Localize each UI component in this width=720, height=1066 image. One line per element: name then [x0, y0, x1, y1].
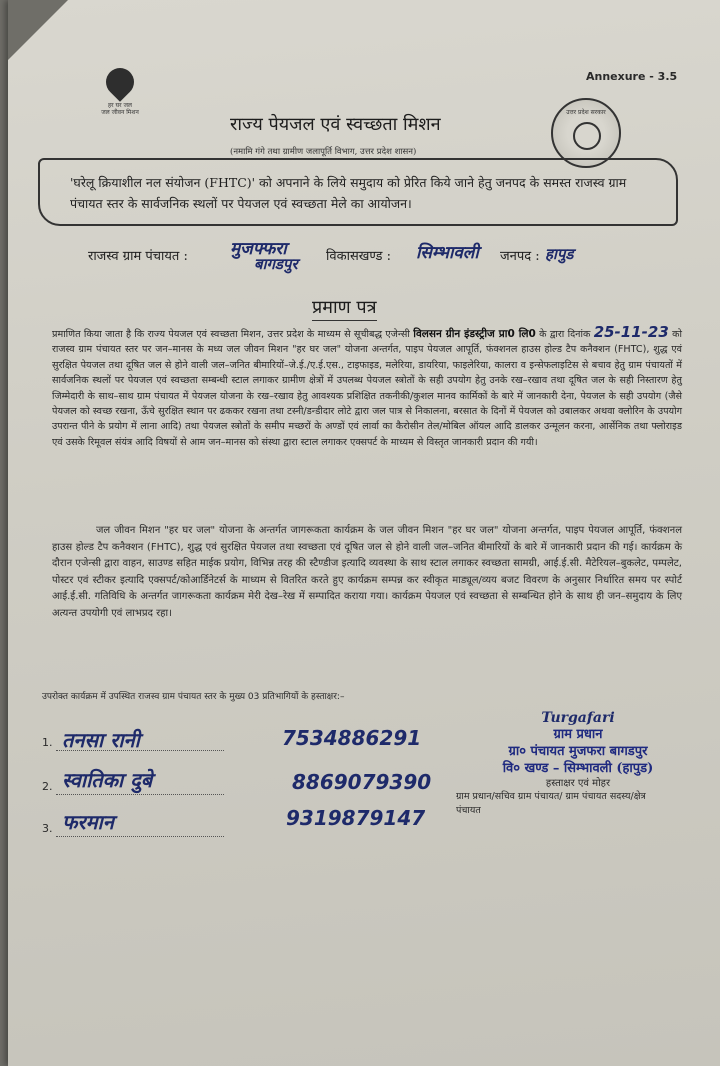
- signature-line: [56, 836, 224, 837]
- district-value: हापुड: [545, 245, 574, 263]
- panchayat-label: राजस्व ग्राम पंचायत :: [88, 249, 188, 264]
- block-value: सिम्भावली: [416, 243, 479, 263]
- signature-line: [56, 794, 224, 795]
- participant-row: [42, 806, 426, 835]
- water-drop-icon: [100, 62, 140, 102]
- event-banner: [38, 158, 678, 226]
- org-subtitle: (नमामि गंगे तथा ग्रामीण जलापूर्ति विभाग, उत्तर प्रदेश शासन): [230, 147, 417, 157]
- p1-rest: को राजस्व ग्राम पंचायत स्तर पर जन–मानस के मध्य जल जीवन मिशन "हर घर जल" योजना अन्तर्गत, पाइप पेयजल आपूर्ति, फंक्शनल हाउस होल्ड टैप कनैक्शन (FHTC), शुद्ध एवं सुरक्षित पेयजल तथा दूषित जल से होने वाली जल–जनित बीमारियों–जे.ई./ए.ई.एस., टाइफाइड, मलेरिया, डायरिया, फाइलेरिया, कालरा व इन्सेफलाइटिस से बचाव हेतु ग्राम पंचायतों में सार्वजनिक स्थलों पर पेयजल एवं स्वच्छता सम्बन्धी स्टाल लगाकर ग्रामीण क्षेत्रों में उपलब्ध पेयजल स्त्रोतों के सही उपयोग हेतु उनके रख–रखाव तथा दूषित जल के सही निस्तारण हेतु जिम्मेदारी के साथ–साथ ग्राम पंचायत में पेयजल योजना के रख–रखाव हेतु आवश्यक प्रशिक्षित तकनीकी/कुशल मानव कार्मिकों के बारे में जानकारी देना, पेयजल के सही उपयोग (जैसे पेयजल को स्वच्छ रखना, ऊँचे सुरक्षित स्थान पर ढककर रखना तथा टस्नी/डन्डीदार लोटे द्वारा जल पात्र से निकालना, बरसात के दिनों में पेयजल को उबालकर अथवा क्लोरिन के उपयोग उपरान्त पीने के प्रयोग में लाना आदि) तथा पेयजल स्त्रोतों के समीप मच्छरों के अण्डों एवं लार्वा का कैरोसीन तेल/मोबिल ऑयल आदि डालकर उन्मूलन करना, आर्सेनिक तथा फ्लोराइड एवं उसके रिमूवल संयंत्र आदि विषयों से आम जन–मानस को संस्था द्वारा स्टाल लगाकर एक्सपर्ट के माध्यम से विस्तृत जानकारी प्रदान की गयी।: [52, 329, 682, 448]
- pradhan-stamp: [463, 710, 693, 790]
- page-fold: [8, 0, 68, 60]
- participant-number: 2.: [42, 780, 53, 793]
- seal-emblem-icon: [573, 122, 601, 150]
- stamp-line-2: ग्रा० पंचायत मुजफरा बागडपुर: [508, 744, 648, 759]
- panchayat-value-line1: मुजफ्फरा: [230, 239, 287, 259]
- participant-signature: तनसा रानी: [62, 728, 140, 752]
- p1-start: प्रमाणित किया जाता है कि राज्य पेयजल एवं स्वच्छता मिशन, उत्तर प्रदेश के माध्यम से सूचीबद्ध एजेन्सी: [52, 329, 410, 340]
- org-title: राज्य पेयजल एवं स्वच्छता मिशन: [230, 114, 441, 135]
- certificate-paragraph-1: [52, 325, 682, 450]
- participants-intro: उपरोक्त कार्यक्रम में उपस्थित राजस्व ग्राम पंचायत स्तर के मुख्य 03 प्रतिभागियों के हस्ताक्षर:–: [42, 692, 345, 702]
- stamp-line-1: ग्राम प्रधान: [553, 727, 603, 742]
- p1-date-prefix: के द्वारा दिनांक: [539, 329, 591, 340]
- handwritten-date: 25-11-23: [593, 323, 669, 341]
- pradhan-signature: Turgafari: [541, 710, 615, 726]
- participant-phone: 8869079390: [292, 770, 432, 794]
- participant-number: 1.: [42, 736, 53, 749]
- certificate-title: प्रमाण पत्र: [312, 295, 377, 321]
- p2-text: जल जीवन मिशन "हर घर जल" योजना के अन्तर्गत जागरूकता कार्यक्रम के जल जीवन मिशन "हर घर जल" योजना अन्तर्गत, पाइप पेयजल आपूर्ति, फंक्शनल हाउस होल्ड टैप कनैक्शन (FHTC), शुद्ध एवं सुरक्षित पेयजल तथा स्वच्छता एवं दूषित जल से होने वाली जल–जनित बीमारियों के बारे में जानकारी प्रदान की गई। कार्यक्रम के दौरान एजेन्सी द्वारा वाहन, साउण्ड सहित माईक प्रयोग, विभिन्न तरह की स्टैण्डीज इत्यादि व्यवस्था के साथ स्टाल लगाकर स्वच्छता सामग्री, आई.ई.सी. मैटेरियल–बुकलेट, पम्पलेट, पोस्टर एवं स्टीकर इत्यादि एक्सपर्ट/कोआर्डिनेटर्स के माध्यम से वितरित करते हुए कार्यक्रम सम्पन्न कर स्वीकृत माड्यूल/व्यय बजट विवरण के अनुसार निर्धारित समय पर स्पोर्ट आई.ई.सी. गतिविधि के अन्तर्गत जागरूकता कार्यक्रम मेरी देख–रेख में सम्पादित कराया गया। कार्यक्रम पेयजल एवं स्वच्छता से सम्बन्धित होने के साथ ही जन–समुदाय के लिए अत्यन्त उपयोगी एवं लाभप्रद रहा।: [52, 525, 682, 619]
- participant-phone: 7534886291: [282, 726, 422, 750]
- stamp-line-3: वि० खण्ड – सिम्भावली (हापुड): [502, 761, 654, 776]
- participant-signature: स्वातिका दुबे: [62, 768, 153, 792]
- stamp-line-4: हस्ताक्षर एवं मोहर: [545, 778, 611, 789]
- participant-number: 3.: [42, 822, 53, 835]
- block-label: विकासखण्ड :: [326, 249, 392, 264]
- certificate-paragraph-2: [52, 523, 682, 623]
- water-drop-logo: [90, 68, 150, 116]
- seal-text: उत्तर प्रदेश सरकार: [566, 109, 606, 116]
- participant-phone: 9319879147: [286, 806, 426, 830]
- agency-name: विलसन ग्रीन इंडस्ट्रीज प्रा0 लि0: [413, 328, 536, 340]
- participant-signature: फरमान: [62, 810, 114, 834]
- district-label: जनपद :: [500, 249, 540, 264]
- participant-row: [42, 768, 432, 794]
- document-page: [8, 0, 720, 1066]
- participant-row: [42, 726, 422, 752]
- panchayat-value-line2: बागडपुर: [254, 255, 298, 273]
- banner-text: 'घरेलू क्रियाशील नल संयोजन (FHTC)' को अपनाने के लिये समुदाय को प्रेरित किये जाने हेतु जनपद के समस्त राजस्व ग्राम पंचायत स्तर के सार्वजनिक स्थलों पर पेयजल एवं स्वच्छता मेले का आयोजन।: [70, 175, 627, 211]
- annexure-label: Annexure - 3.5: [586, 70, 678, 83]
- logo-caption: हर घर जल जल जीवन मिशन: [101, 102, 139, 116]
- signature-caption: ग्राम प्रधान/सचिव ग्राम पंचायत/ ग्राम पंचायत सदस्य/क्षेत्र पंचायत: [456, 791, 646, 816]
